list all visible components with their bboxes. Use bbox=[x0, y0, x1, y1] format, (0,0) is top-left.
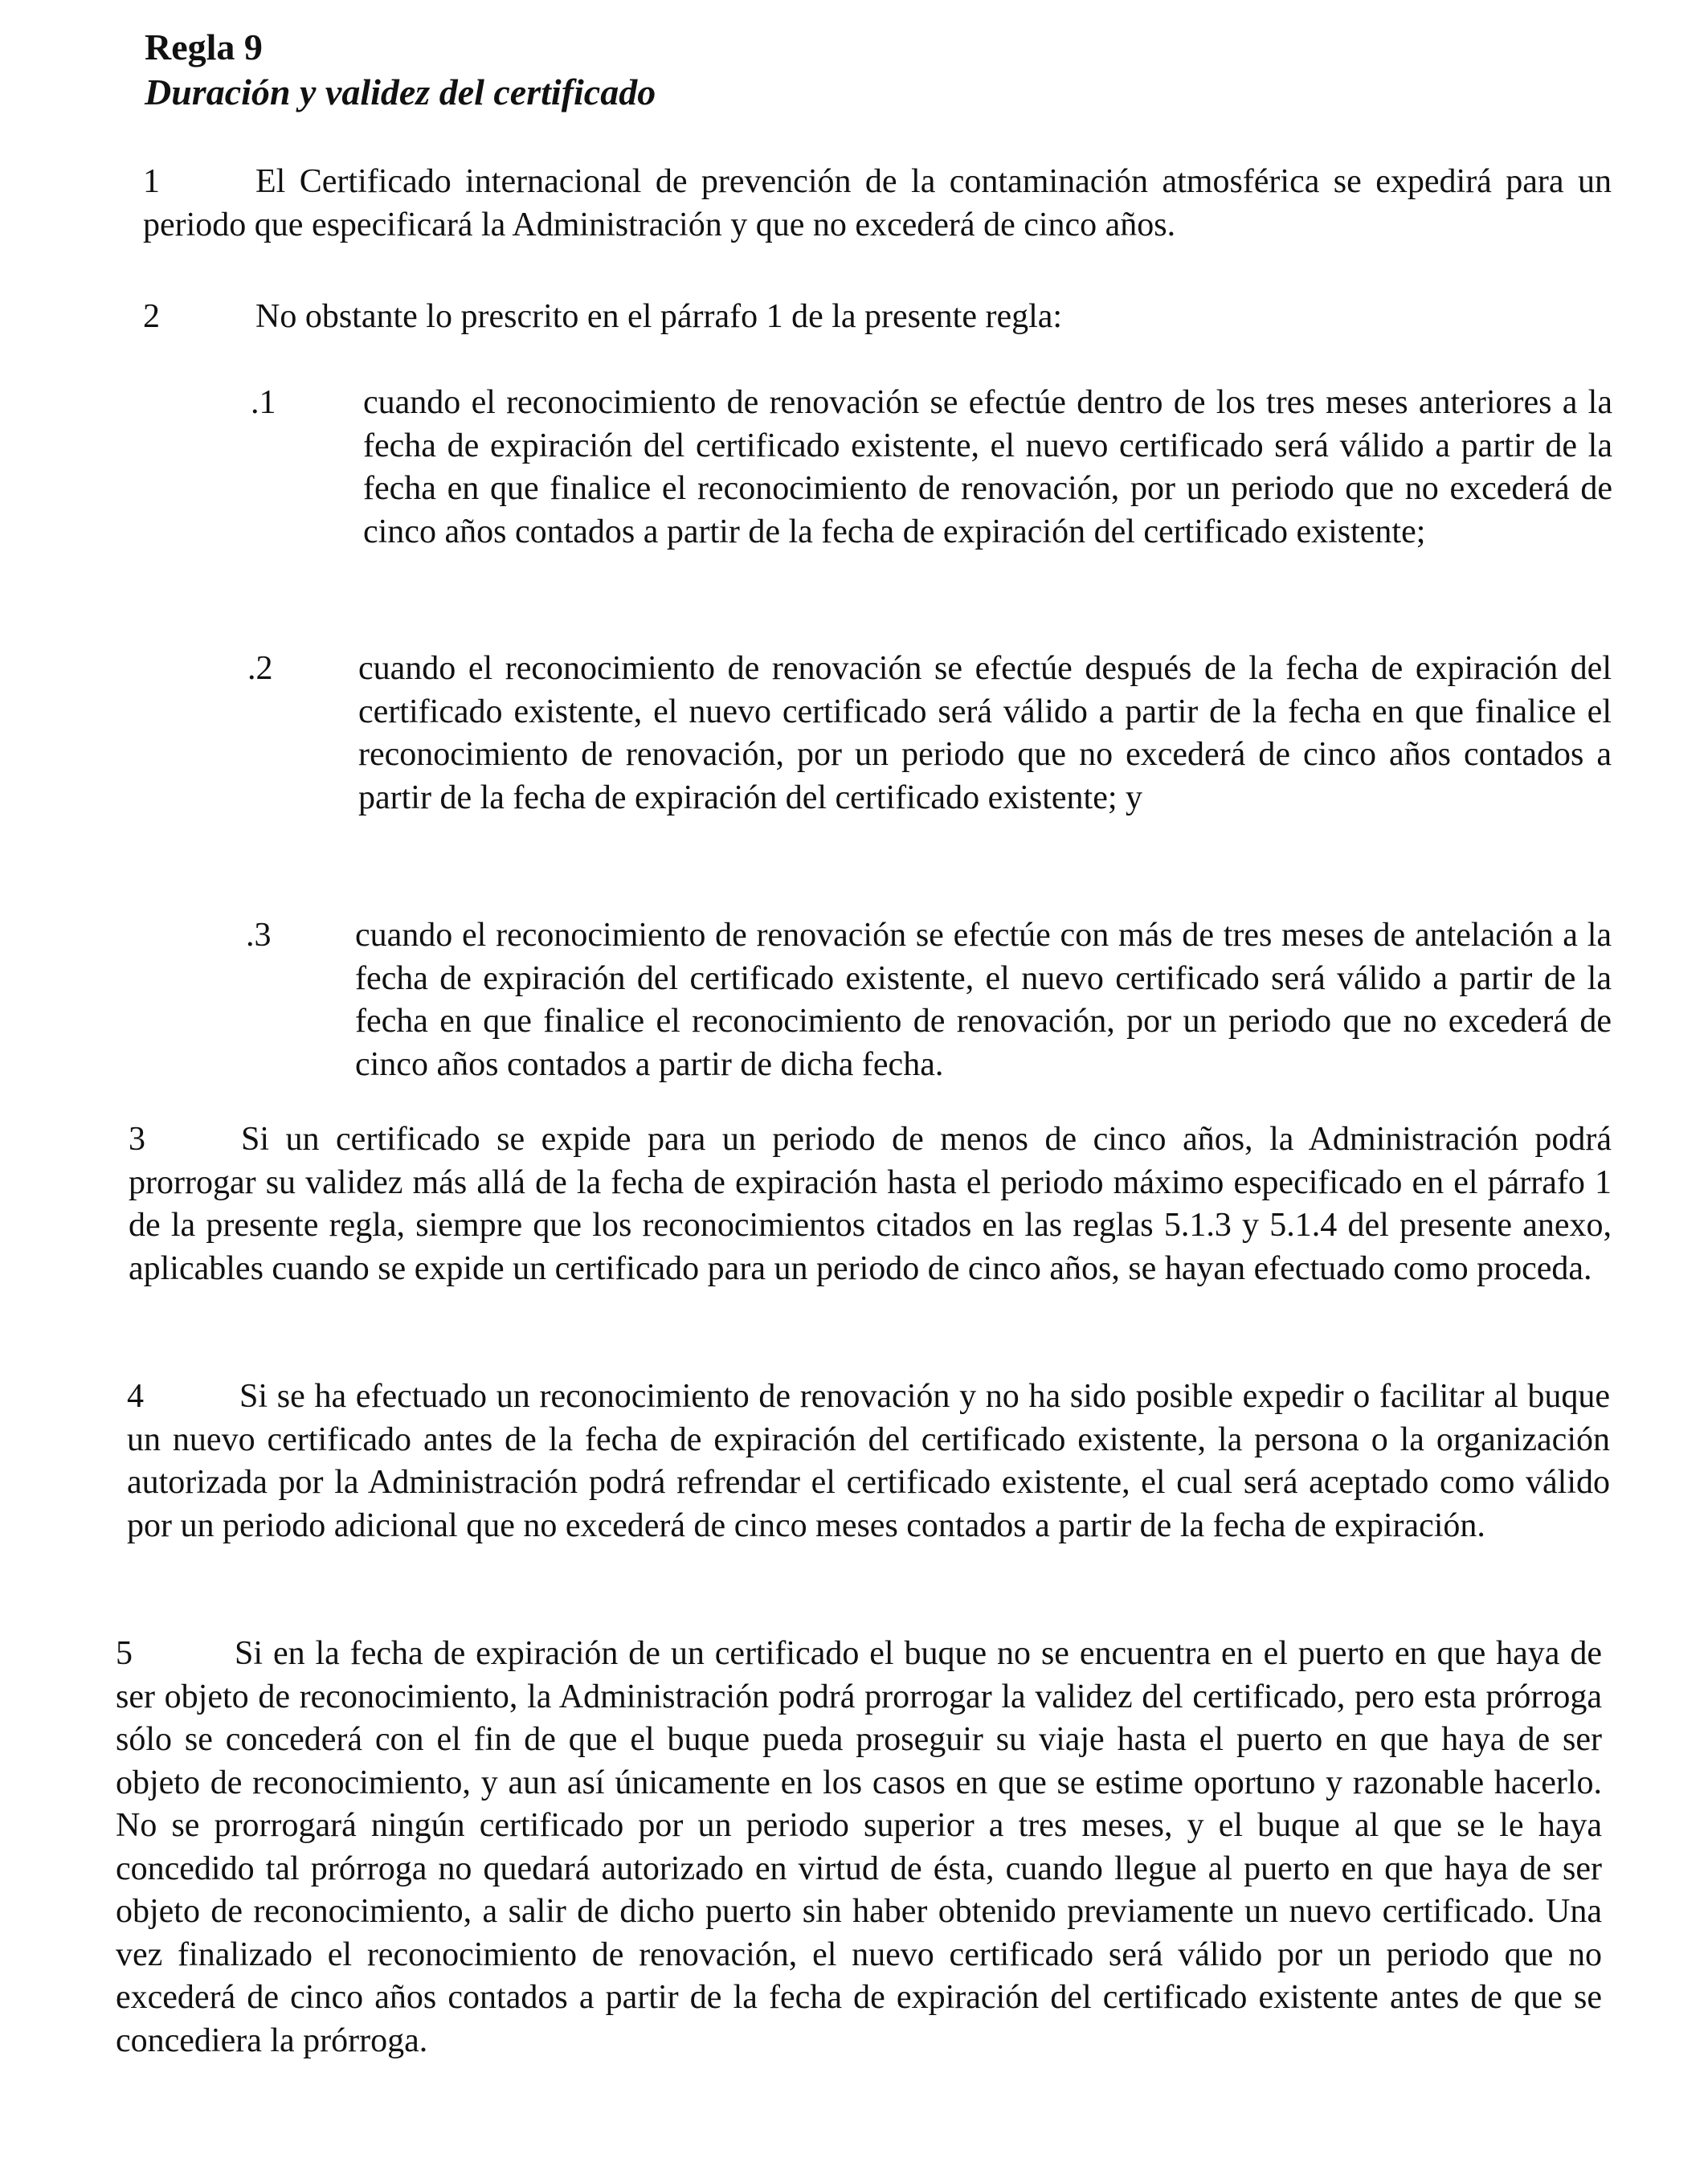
paragraph-2 bbox=[143, 296, 1612, 339]
paragraph-number: 4 bbox=[127, 1378, 144, 1415]
paragraph-1 bbox=[143, 161, 1612, 247]
paragraph-text: Si se ha efectuado un reconocimiento de renovación y no ha sido posible expedir o facilitar al buque un nuevo certificado antes de la fecha de expiración del certificado existente, la persona o la organización autorizada por la Administración podrá refrendar el certificado existente, el cual será aceptado como válido por un periodo adicional que no excederá de cinco meses contados a partir de la fecha de expiración. bbox=[127, 1378, 1610, 1544]
paragraph-text: Si un certificado se expide para un periodo de menos de cinco años, la Administración podrá prorrogar su validez más allá de la fecha de expiración hasta el periodo máximo especificado en el párrafo 1 de la presente regla, siempre que los reconocimientos citados en las reglas 5.1.3 y 5.1.4 del presente anexo, aplicables cuando se expide un certificado para un periodo de cinco años, se hayan efectuado como proceda. bbox=[129, 1121, 1612, 1287]
paragraph-number: 5 bbox=[116, 1635, 133, 1672]
paragraph-5 bbox=[116, 1633, 1602, 2062]
paragraph-text: No obstante lo prescrito en el párrafo 1 de la presente regla: bbox=[255, 298, 1063, 335]
paragraph-3 bbox=[129, 1118, 1612, 1290]
subparagraph-number: .2 bbox=[247, 650, 273, 687]
paragraph-text: El Certificado internacional de prevención de la contaminación atmosférica se expedirá para un periodo que especificará la Administración y que no excederá de cinco años. bbox=[143, 163, 1612, 243]
rule-subtitle: Duración y validez del certificado bbox=[145, 72, 656, 112]
subparagraph-number: .1 bbox=[251, 384, 276, 421]
paragraph-text: Si en la fecha de expiración de un certificado el buque no se encuentra en el puerto en que haya de ser objeto de reconocimiento, la Administración podrá prorrogar la validez del certificado, pero esta prórroga sólo se concederá con el fin de que el buque pueda proseguir su viaje hasta el puerto en que haya de ser objeto de reconocimiento, y aun así únicamente en los casos en que se estime oportuno y razonable hacerlo. No se prorrogará ningún certificado por un periodo superior a tres meses, y el buque al que se le haya concedido tal prórroga no quedará autorizado en virtud de ésta, cuando llegue al puerto en que haya de ser objeto de reconocimiento, a salir de dicho puerto sin haber obtenido previamente un nuevo certificado. Una vez finalizado el reconocimiento de renovación, el nuevo certificado será válido por un periodo que no excederá de cinco años contados a partir de la fecha de expiración del certificado existente antes de que se concediera la prórroga. bbox=[116, 1635, 1602, 2059]
subparagraph-1: cuando el reconocimiento de renovación se efectúe dentro de los tres meses anteriores a la fecha de expiración del certificado existente, el nuevo certificado será válido a partir de la fecha en que finalice el reconocimiento de renovación, por un periodo que no excederá de cinco años contados a partir de la fecha de expiración del certificado existente; bbox=[363, 384, 1612, 550]
paragraph-number: 3 bbox=[129, 1121, 145, 1158]
subparagraph-3: cuando el reconocimiento de renovación se efectúe con más de tres meses de antelación a la fecha de expiración del certificado existente, el nuevo certificado será válido a partir de la fecha en que finalice el reconocimiento de renovación, por un periodo que no excederá de cinco años contados a partir de dicha fecha. bbox=[355, 917, 1612, 1083]
paragraph-4 bbox=[127, 1376, 1610, 1547]
subparagraph-number: .3 bbox=[246, 917, 272, 954]
paragraph-number: 2 bbox=[143, 298, 160, 335]
subparagraph-2: cuando el reconocimiento de renovación se efectúe después de la fecha de expiración del certificado existente, el nuevo certificado será válido a partir de la fecha en que finalice el reconocimiento de renovación, por un periodo que no excederá de cinco años contados a partir de la fecha de expiración del certificado existente; y bbox=[358, 650, 1612, 816]
rule-title: Regla 9 bbox=[145, 27, 263, 67]
paragraph-number: 1 bbox=[143, 163, 160, 200]
